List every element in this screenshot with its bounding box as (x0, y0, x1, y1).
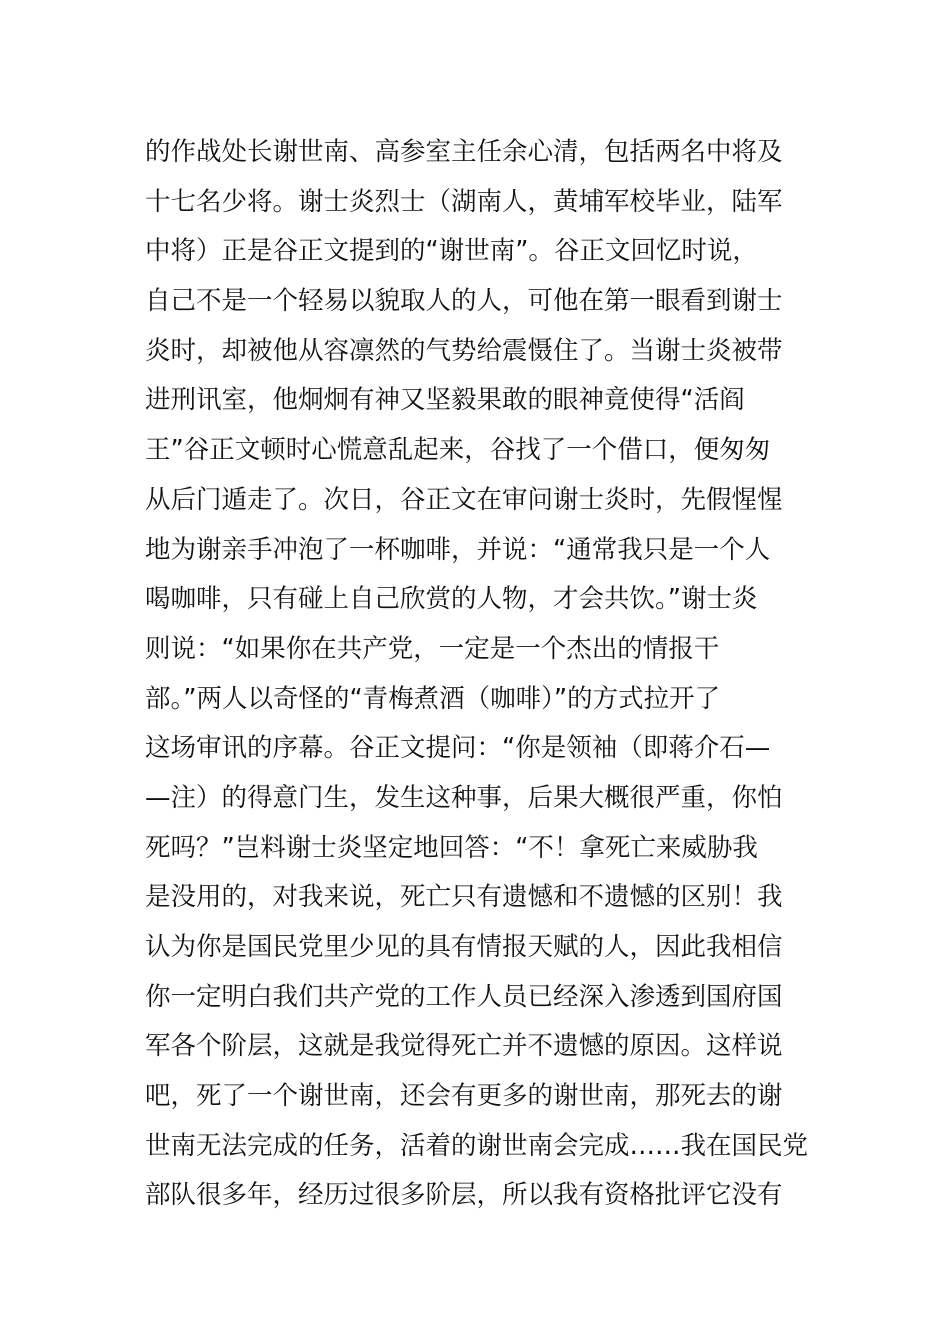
text-line: 从后门遁走了。次日，谷正文在审问谢士炎时，先假惺惺 (145, 484, 783, 515)
text-line: 地为谢亲手冲泡了一杯咖啡，并说：“通常我只是一个人 (145, 534, 771, 565)
text-line: 的作战处长谢世南、高参室主任余心清，包括两名中将及 (145, 137, 783, 167)
text-line: 进刑讯室，他炯炯有神又坚毅果敢的眼神竟使得“活阎 (145, 385, 745, 416)
text-line: 世南无法完成的任务，活着的谢世南会完成……我在国民党 (145, 1130, 809, 1161)
text-line: 自己不是一个轻易以貌取人的人，可他在第一眼看到谢士 (145, 286, 783, 317)
text-line: 是没用的，对我来说，死亡只有遗憾和不遗憾的区别！我 (145, 882, 783, 913)
text-line: 十七名少将。谢士炎烈士（湖南人，黄埔军校毕业，陆军 (145, 186, 783, 217)
text-line: —注）的得意门生，发生这种事，后果大概很严重，你怕 (145, 782, 783, 813)
text-line: 你一定明白我们共产党的工作人员已经深入渗透到国府国 (145, 981, 783, 1012)
text-line: 这场审讯的序幕。谷正文提问：“你是领袖（即蒋介石— (145, 733, 771, 764)
text-line: 认为你是国民党里少见的具有情报天赋的人，因此我相信 (145, 932, 783, 962)
text-line: 死吗？”岂料谢士炎坚定地回答：“不！拿死亡来威胁我 (145, 832, 758, 863)
text-line: 部。”两人以奇怪的“青梅煮酒（咖啡）”的方式拉开了 (145, 683, 721, 714)
text-line: 中将）正是谷正文提到的“谢世南”。谷正文回忆时说， (145, 236, 758, 267)
text-line: 喝咖啡，只有碰上自己欣赏的人物，才会共饮。”谢士炎 (145, 584, 758, 615)
text-line: 部队很多年，经历过很多阶层，所以我有资格批评它没有 (145, 1180, 783, 1211)
body-text (145, 128, 815, 1221)
text-line: 王”谷正文顿时心慌意乱起来，谷找了一个借口，便匆匆 (145, 435, 771, 466)
text-line: 则说：“如果你在共产党，一定是一个杰出的情报干 (145, 633, 720, 664)
text-line: 吧，死了一个谢世南，还会有更多的谢世南，那死去的谢 (145, 1081, 783, 1112)
text-line: 军各个阶层，这就是我觉得死亡并不遗憾的原因。这样说 (145, 1031, 783, 1062)
text-line: 炎时，却被他从容凛然的气势给震慑住了。当谢士炎被带 (145, 335, 783, 366)
